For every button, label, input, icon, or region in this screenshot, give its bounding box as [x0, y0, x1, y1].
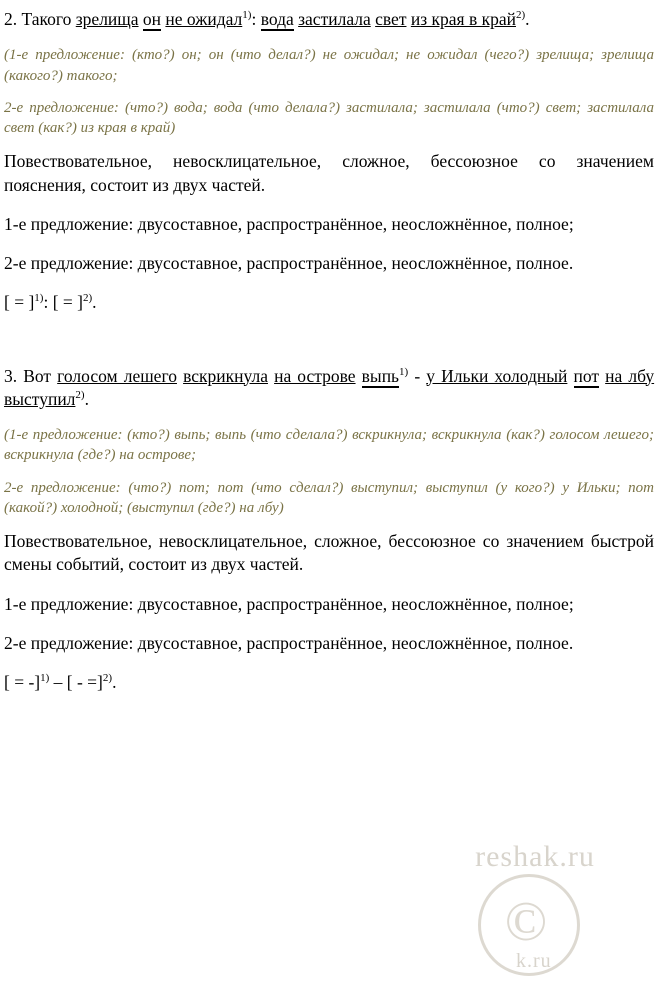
scheme-run: - =]	[72, 672, 103, 693]
underlined-run: застилала	[298, 9, 371, 29]
footnote-marker: 1)	[40, 672, 50, 685]
text-run	[356, 366, 362, 386]
underlined-run: на острове	[274, 365, 356, 386]
underlined-run: на лбу	[605, 365, 655, 386]
text-run: .	[525, 9, 530, 29]
watermark-domain: k.ru	[516, 950, 552, 972]
exercise-3	[4, 365, 654, 695]
scheme-run: – [	[49, 672, 73, 693]
exercise-2	[4, 8, 654, 315]
scheme-run: : [	[43, 292, 59, 313]
footnote-marker: 1)	[399, 365, 409, 378]
exercise-2-scheme	[4, 291, 654, 314]
footnote-marker: 2)	[82, 292, 93, 305]
underlined-run: вскрикнула	[183, 365, 268, 386]
exercise-2-sentence	[4, 8, 654, 31]
exercise-3-analysis-1: (1-е предложение: (кто?) выпь; выпь (что сделала?) вскрикнула; вскрикнула (как?) голосом лешего; вскрикнула (где?) на острове;	[4, 427, 654, 464]
section-spacer	[4, 331, 654, 365]
exercise-2-analysis-2: 2-е предложение: (что?) вода; вода (что делала?) застилала; застилала (что?) свет; застилала свет (как?) из края в край)	[4, 99, 654, 137]
exercise-3-sentence	[4, 365, 654, 412]
text-run: .	[84, 388, 89, 409]
footnote-marker: 2)	[75, 389, 85, 402]
double-underlined-run: вода	[260, 9, 294, 29]
scheme-run: .	[112, 672, 117, 693]
text-run: Такого	[21, 9, 76, 29]
underlined-run: не ожидал	[165, 9, 243, 29]
text-run: :	[251, 9, 261, 29]
footnote-marker: 2)	[515, 9, 526, 22]
exercise-3-analysis-2: 2-е предложение: (что?) пот; пот (что сделал?) выступил; выступил (у кого?) у Ильки; пот (какой?) холодной; (выступил (где?) на лбу)	[4, 479, 654, 516]
underlined-run: выступил	[4, 388, 76, 409]
exercise-2-characteristic: Повествовательное, невосклицательное, сложное, бессоюзное со значением пояснения, состоит из двух частей.	[4, 151, 654, 195]
exercise-3-part-1: 1-е предложение: двусоставное, распространённое, неосложнённое, полное;	[4, 593, 574, 614]
text-run: -	[408, 365, 427, 386]
footnote-marker: 1)	[34, 292, 44, 305]
scheme-run: = ]	[58, 292, 83, 313]
watermark-brand: reshak.ru	[475, 840, 595, 873]
double-underlined-run: пот	[573, 365, 600, 386]
footnote-marker: 1)	[242, 9, 252, 22]
scheme-run: .	[92, 292, 97, 313]
exercise-2-analysis-1: (1-е предложение: (кто?) он; он (что делал?) не ожидал; не ожидал (чего?) зрелища; зрелища (какого?) такого;	[4, 47, 654, 84]
watermark	[420, 826, 650, 976]
scheme-run: = -]	[9, 672, 41, 693]
underlined-run: свет	[375, 9, 407, 29]
scheme-run: [	[4, 292, 10, 313]
copyright-icon: ©	[504, 891, 548, 953]
underlined-run: голосом лешего	[57, 365, 177, 386]
exercise-2-part-2: 2-е предложение: двусоставное, распространённое, неосложнённое, полное.	[4, 253, 574, 274]
underlined-run: у Ильки холодный	[426, 365, 568, 386]
exercise-2-number: 2.	[4, 9, 18, 29]
double-underlined-run: он	[142, 9, 162, 29]
footnote-marker: 2)	[102, 672, 113, 685]
scheme-run: [	[4, 672, 10, 693]
exercise-3-scheme	[4, 671, 654, 694]
underlined-run: из края в край	[410, 9, 516, 29]
text-run	[567, 366, 573, 386]
exercise-3-part-2: 2-е предложение: двусоставное, распространённое, неосложнённое, полное.	[4, 632, 574, 653]
exercise-3-characteristic: Повествовательное, невосклицательное, сложное, бессоюзное со значением быстрой смены событий, состоит из двух частей.	[4, 531, 654, 575]
underlined-run: зрелища	[75, 9, 139, 29]
watermark-circle	[478, 874, 580, 976]
text-run: Вот	[23, 365, 58, 386]
scheme-run: = ]	[9, 292, 35, 313]
double-underlined-run: выпь	[361, 365, 400, 386]
exercise-2-part-1: 1-е предложение: двусоставное, распространённое, неосложнённое, полное;	[4, 213, 574, 234]
exercise-3-number: 3.	[4, 365, 18, 386]
